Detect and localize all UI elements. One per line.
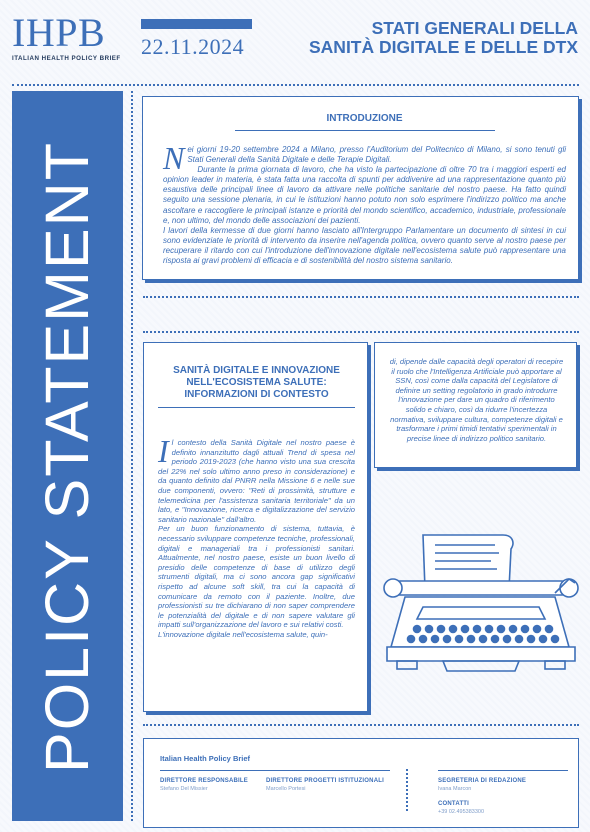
title-line-1: STATI GENERALI DELLA: [371, 18, 578, 38]
projects-name: Marcello Portesi: [266, 786, 306, 792]
typewriter-illustration: [383, 515, 579, 695]
footer-projects: [266, 778, 384, 792]
intro-paragraph: ei giorni 19-20 settembre 2024 a Milano, presso l'Auditorium del Politecnico di Milano, si sono tenuti gli Stati Generali della Sanità Digitale e delle Terapie Digitali.: [187, 145, 566, 165]
footer-panel: [143, 738, 579, 828]
context-paragraph: L'innovazione digitale nell'ecosistema salute, quin-: [158, 629, 328, 639]
intro-dropcap: N: [163, 140, 185, 176]
intro-paragraph: I lavori della kermesse di due giorni hanno lasciato all'Intergruppo Parlamentare un documento di sintesi in cui sono evidenziate le priorità di intervento da inserire nell'agenda politica, ovvero quanto serve al nostro paese per recuperare il ritardo con cui l'introduzione dell'innovazione digitale nell'ecosistema salute può rappresentare una risposta ai gravi problemi di efficacia e di sostenibilità del nostro sistema sanitario.: [163, 225, 566, 266]
footer-dotted-separator: [406, 769, 408, 811]
footer-director: [160, 778, 248, 792]
dotted-rule-vertical: [131, 91, 133, 821]
secretary-label: SEGRETERIA DI REDAZIONE: [438, 778, 527, 784]
footer-divider-right: [438, 770, 568, 771]
projects-label: DIRETTORE PROGETTI ISTITUZIONALI: [266, 778, 384, 784]
intro-heading: INTRODUZIONE: [235, 113, 495, 131]
dotted-rule-bottom: [143, 724, 579, 726]
sidebar-band: [12, 91, 123, 821]
footer-divider-left: [160, 770, 390, 771]
dotted-rule-middle: [143, 296, 579, 298]
context-continuation: di, dipende dalle capacità degli operatori di recepire il ruolo che l'Intelligenza Artificiale può apportare al SSN, così come dalla capacità del Legislatore di definire un setting regolatorio in grado introdurre l'innovazione per dare un quadro di riferimento solido e chiaro, così da ridurre l'incertezza normativa, sviluppare cultura, competenze digitali e trasformare i primi timidi tentativi sperimentali in precise linee di indirizzo politico sanitario.: [389, 357, 564, 443]
secretary-name: Ivana Marcon: [438, 786, 472, 792]
ihpb-logo: [12, 10, 121, 62]
footer-contacts: [438, 801, 484, 815]
intro-paragraph: Durante la prima giornata di lavoro, che ha visto la partecipazione di oltre 70 tra i maggiori esperti ed opinion leader in materia, è stata fatta una raccolta di spunti per addivenire ad una rappresentazione quanto più esaustiva delle principali linee di lavoro da attivare nelle politiche sanitarie del nostro paese. Ha fatto quindi seguito una sessione plenaria, in cui le istituzioni hanno potuto non solo esprimere l'indirizzo politico ma anche ascoltare e raccogliere le principali istanze e priorità del mondo scientifico, accademico, industriale, professionale e, non ultimo, del mondo delle associazioni dei pazienti.: [163, 165, 566, 225]
dotted-rule-top: [12, 84, 579, 86]
context-paragraph: l contesto della Sanità Digitale nel nostro paese è definito innanzitutto dagli attuali Trend di spesa nel periodo 2019-2023 (che hanno visto una sua crescita del 22% nel solo ultimo anno preso in considerazione) e da quanto definito dal PNRR nella Missione 6 e nelle sue due componenti, ovvero: "Reti di prossimità, strutture e telemedicina per l'assistenza sanitaria territoriale" da un lato, e "Innovazione, ricerca e digitalizzazione del servizio sanitario nazionale" dall'altro.: [158, 438, 355, 524]
logo-subtitle: ITALIAN HEALTH POLICY BRIEF: [12, 55, 121, 62]
page-title: [278, 19, 578, 57]
contacts-label: CONTATTI: [438, 801, 470, 807]
context-text: [158, 433, 355, 639]
context-continuation-box: [374, 342, 577, 468]
issue-date: 22.11.2024: [141, 34, 245, 59]
title-line-2: SANITÀ DIGITALE E DELLE DTX: [309, 37, 578, 57]
intro-box: [142, 96, 579, 280]
context-heading: SANITÀ DIGITALE E INNOVAZIONE NELL'ECOSISTEMA SALUTE: INFORMAZIONI DI CONTESTO: [158, 365, 355, 408]
context-dropcap: I: [158, 433, 169, 469]
date-bar: [141, 19, 252, 29]
contacts-value[interactable]: +39 02.495383300: [438, 809, 485, 815]
dotted-rule-middle-2: [143, 331, 579, 333]
policy-statement-label: POLICY STATEMENT: [33, 141, 101, 773]
logo-mark: IHPB: [12, 10, 106, 55]
context-box: [143, 342, 368, 712]
footer-title: Italian Health Policy Brief: [160, 754, 251, 763]
footer-secretary: [438, 778, 526, 792]
director-name: Stefano Del Missier: [160, 786, 208, 792]
director-label: DIRETTORE RESPONSABILE: [160, 778, 248, 784]
intro-text: [163, 140, 566, 266]
context-paragraph: Per un buon funzionamento di sistema, tuttavia, è necessario sviluppare competenze tecniche, professionali, digitali e manageriali tra i professionisti sanitari. Attualmente, nel nostro paese, esiste un buon livello di presidio delle competenze di base di utilizzo degli strumenti digitali, ma ci sono ancora gap significativi rispetto ad alcune soft skill, tra cui la capacità di comunicare da remoto con il paziente. Inoltre, due professionisti su tre dichiarano di non saper comprendere le potenzialità del digitale e di non sapere valutare gli impatti sull'organizzazione del lavoro e sui relativi costi.: [158, 524, 355, 630]
